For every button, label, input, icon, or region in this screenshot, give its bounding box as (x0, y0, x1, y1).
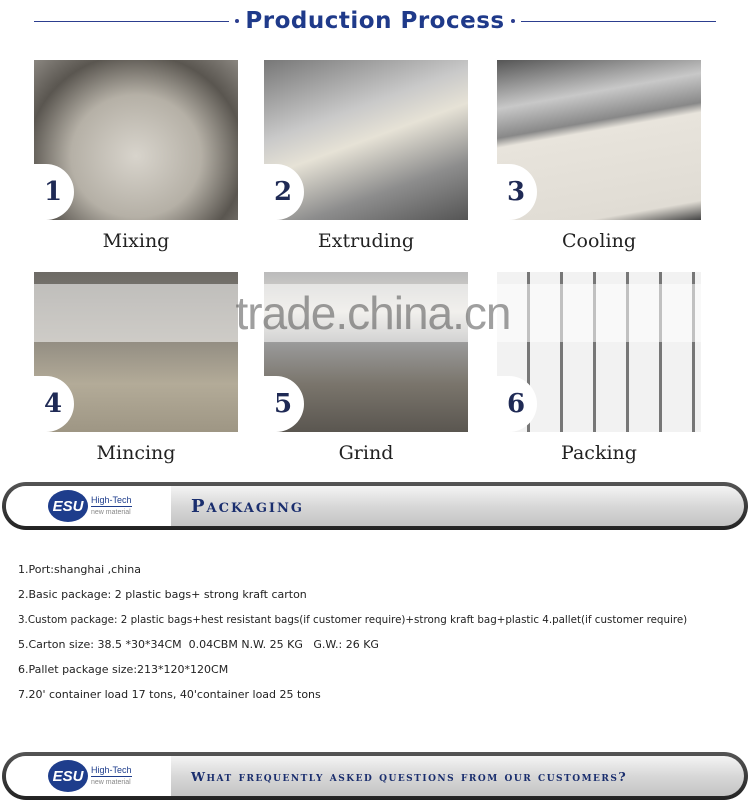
list-item: 3.Custom package: 2 plastic bags+hest resistant bags(if customer require)+strong kraft bag+plastic 4.pallet(if customer require) (18, 614, 688, 626)
faq-banner (2, 752, 748, 800)
step-label: Cooling (562, 230, 636, 252)
divider (521, 21, 716, 22)
mixing-photo (34, 60, 238, 220)
bullet-dot (235, 19, 239, 23)
logo-tagline: new material (91, 506, 132, 518)
step-number: 6 (497, 376, 537, 432)
list-item: 2.Basic package: 2 plastic bags+ strong kraft carton (18, 588, 307, 601)
step-label: Extruding (317, 230, 415, 252)
bullet-dot (511, 19, 515, 23)
step-label: Packing (561, 442, 637, 464)
step-label: Mixing (102, 230, 170, 252)
logo-name: High-Tech (91, 494, 132, 505)
section-title-production (34, 6, 716, 36)
logo-mark: ESU (48, 490, 88, 522)
production-title: Production Process (245, 8, 505, 34)
step-number: 4 (34, 376, 74, 432)
step-mixing (34, 60, 238, 252)
logo-tagline: new material (91, 776, 132, 788)
extruding-photo (264, 60, 468, 220)
divider (34, 21, 229, 22)
company-logo (6, 756, 171, 796)
step-cooling (497, 60, 701, 252)
step-number: 1 (34, 164, 74, 220)
step-number: 5 (264, 376, 304, 432)
step-number: 3 (497, 164, 537, 220)
cooling-photo (497, 60, 701, 220)
logo-mark: ESU (48, 760, 88, 792)
step-label: Grind (338, 442, 394, 464)
step-label: Mincing (96, 442, 176, 464)
watermark: trade.china.cn (28, 284, 718, 342)
list-item: 6.Pallet package size:213*120*120CM (18, 663, 229, 676)
list-item: 5.Carton size: 38.5 *30*34CM 0.04CBM N.W. 25 KG G.W.: 26 KG (18, 638, 379, 651)
logo-name: High-Tech (91, 764, 132, 775)
step-extruding (264, 60, 468, 252)
step-number: 2 (264, 164, 304, 220)
company-logo (6, 486, 171, 526)
packaging-title: Packaging (191, 495, 304, 517)
packaging-banner (2, 482, 748, 530)
list-item: 7.20' container load 17 tons, 40'container load 25 tons (18, 688, 321, 701)
packaging-list (18, 562, 687, 712)
list-item: 1.Port:shanghai ,china (18, 563, 141, 576)
faq-title: What frequently asked questions from our customers? (191, 768, 628, 784)
